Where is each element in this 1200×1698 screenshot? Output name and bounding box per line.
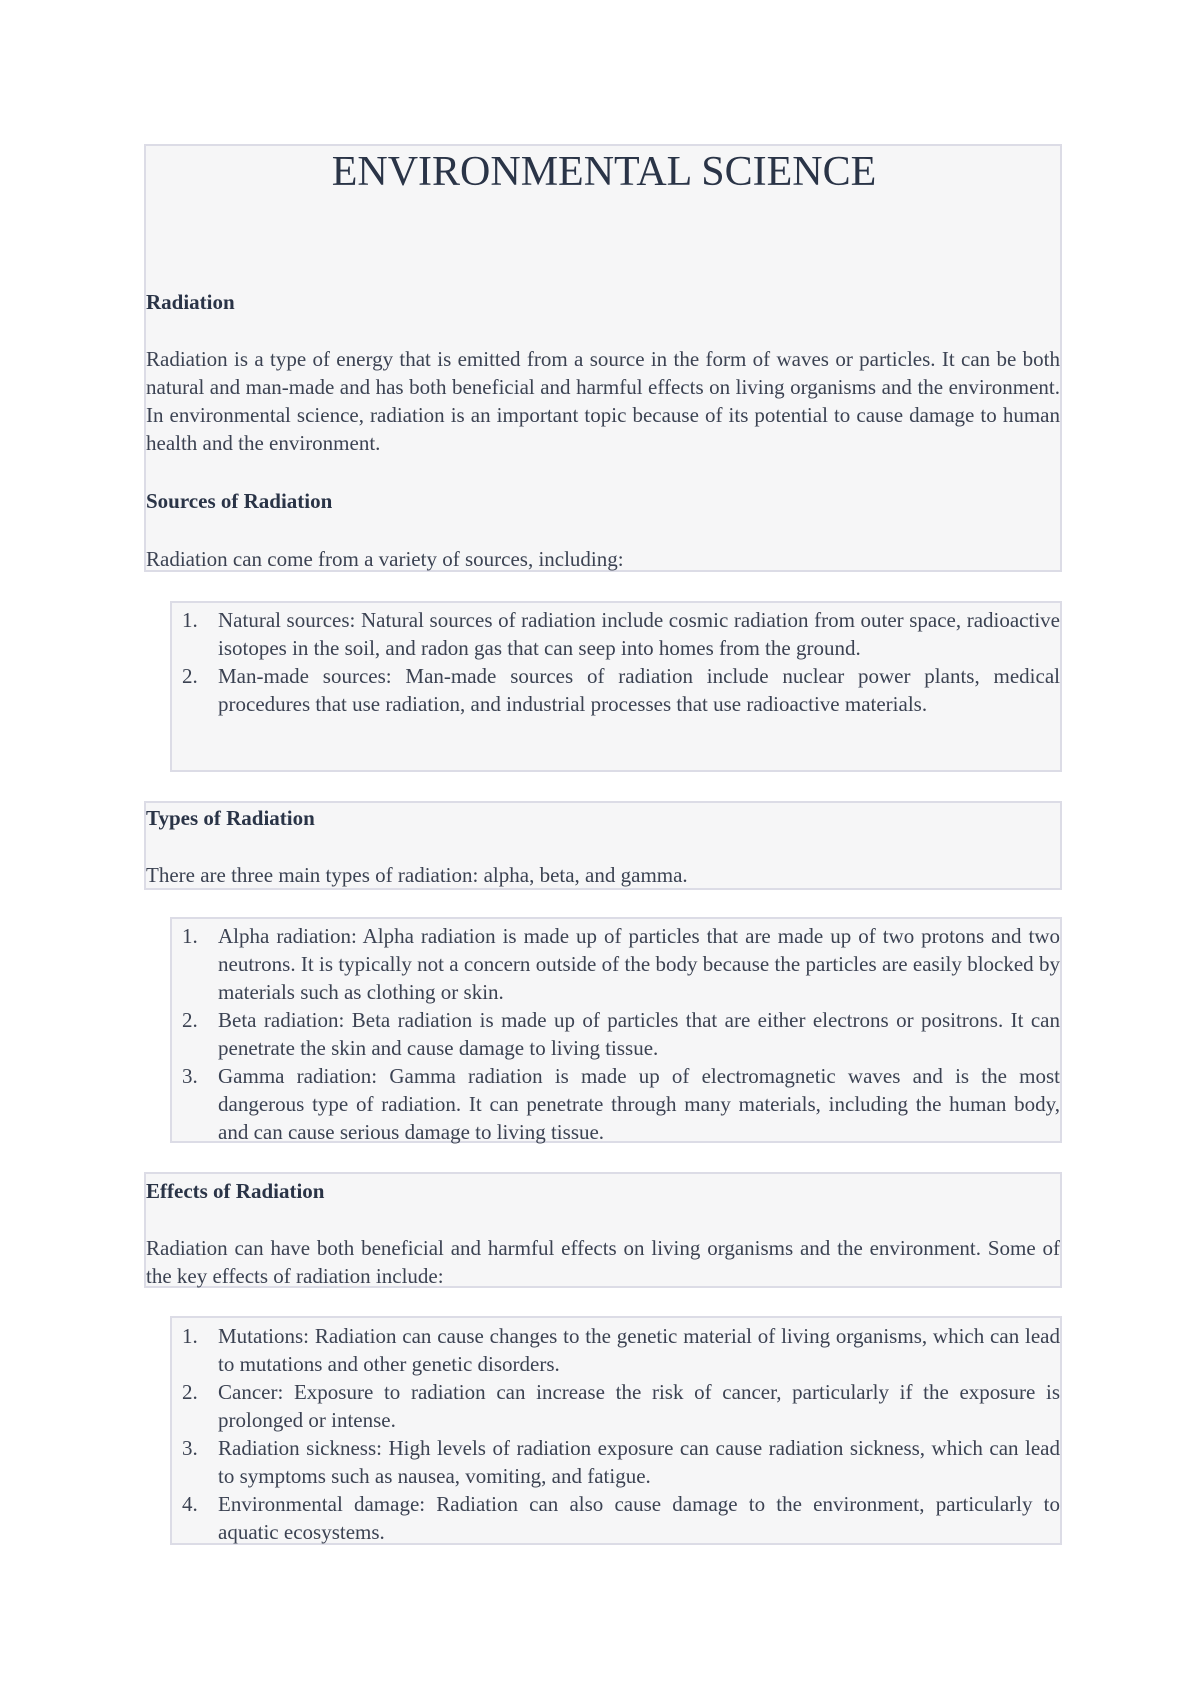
- list-item-text: Beta radiation: Beta radiation is made up of particles that are either electrons or positrons. It can penetrate the skin and cause damage to living tissue.: [218, 1008, 1060, 1060]
- list-item-number: 1.: [182, 608, 198, 632]
- list-item-number: 1.: [182, 1324, 198, 1348]
- list-item-text: Environmental damage: Radiation can also cause damage to the environment, particularly to aquatic ecosystems.: [218, 1492, 1060, 1544]
- list-item-text: Gamma radiation: Gamma radiation is made up of electromagnetic waves and is the most dangerous type of radiation. It can penetrate through many materials, including the human body, and can cause serious damage to living tissue.: [218, 1064, 1060, 1144]
- list-item-number: 2.: [182, 1008, 198, 1032]
- list-item: [172, 1434, 1060, 1490]
- list-item-text: Cancer: Exposure to radiation can increase the risk of cancer, particularly if the exposure is prolonged or intense.: [218, 1380, 1060, 1432]
- radiation-paragraph: Radiation is a type of energy that is emitted from a source in the form of waves or particles. It can be both natural and man-made and has both beneficial and harmful effects on living organisms and the environment. In environmental science, radiation is an important topic because of its potential to cause damage to human health and the environment.: [146, 347, 1060, 455]
- list-item: [172, 1490, 1060, 1546]
- list-item-number: 1.: [182, 924, 198, 948]
- heading-effects-of-radiation: Effects of Radiation: [146, 1179, 325, 1203]
- list-item: [172, 662, 1060, 718]
- list-item: [172, 922, 1060, 1006]
- list-item: [172, 1006, 1060, 1062]
- list-item-text: Natural sources: Natural sources of radiation include cosmic radiation from outer space, radioactive isotopes in the soil, and radon gas that can seep into homes from the ground.: [218, 608, 1060, 660]
- document-title: ENVIRONMENTAL SCIENCE: [331, 149, 877, 195]
- types-intro: There are three main types of radiation: alpha, beta, and gamma.: [146, 863, 688, 887]
- list-item-text: Man-made sources: Man-made sources of radiation include nuclear power plants, medical procedures that use radiation, and industrial processes that use radioactive materials.: [218, 664, 1060, 716]
- list-item-number: 3.: [182, 1436, 198, 1460]
- types-list: [172, 922, 1060, 1146]
- sources-list: [172, 606, 1060, 718]
- list-item: [172, 1322, 1060, 1378]
- heading-types-of-radiation: Types of Radiation: [146, 806, 315, 830]
- list-item-text: Mutations: Radiation can cause changes to the genetic material of living organisms, which can lead to mutations and other genetic disorders.: [218, 1324, 1060, 1376]
- list-item-number: 4.: [182, 1492, 198, 1516]
- list-item: [172, 1062, 1060, 1146]
- heading-sources-of-radiation: Sources of Radiation: [146, 489, 333, 513]
- list-item-number: 3.: [182, 1064, 198, 1088]
- list-item-number: 2.: [182, 1380, 198, 1404]
- sources-intro: Radiation can come from a variety of sources, including:: [146, 547, 624, 571]
- effects-intro: Radiation can have both beneficial and harmful effects on living organisms and the environment. Some of the key effects of radiation include:: [146, 1236, 1060, 1288]
- list-item-number: 2.: [182, 664, 198, 688]
- list-item: [172, 1378, 1060, 1434]
- heading-radiation: Radiation: [146, 290, 235, 314]
- effects-list: [172, 1322, 1060, 1546]
- list-item-text: Alpha radiation: Alpha radiation is made up of particles that are made up of two protons and two neutrons. It is typically not a concern outside of the body because the particles are easily blocked by materials such as clothing or skin.: [218, 924, 1060, 1004]
- list-item: [172, 606, 1060, 662]
- list-item-text: Radiation sickness: High levels of radiation exposure can cause radiation sickness, which can lead to symptoms such as nausea, vomiting, and fatigue.: [218, 1436, 1060, 1488]
